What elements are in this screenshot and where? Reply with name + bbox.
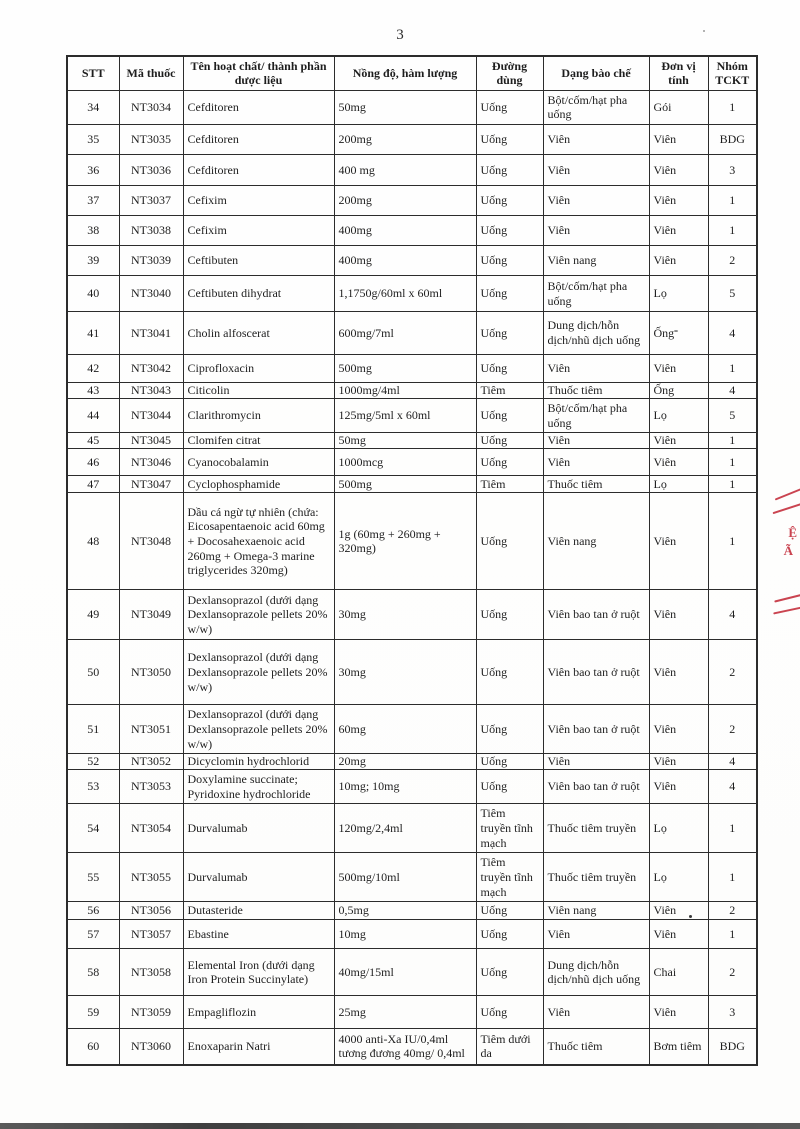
cell-ma_thuoc: NT3041 bbox=[119, 312, 183, 355]
cell-duong_dung: Uống bbox=[476, 433, 543, 449]
cell-nhom: 2 bbox=[708, 705, 757, 754]
cell-dang_bao_che: Viên nang bbox=[543, 902, 649, 920]
cell-duong_dung: Tiêm dưới da bbox=[476, 1029, 543, 1065]
cell-dang_bao_che: Thuốc tiêm truyền bbox=[543, 804, 649, 853]
cell-stt: 60 bbox=[67, 1029, 119, 1065]
cell-nhom: 1 bbox=[708, 920, 757, 949]
cell-nhom: 4 bbox=[708, 312, 757, 355]
cell-dang_bao_che: Viên bbox=[543, 216, 649, 246]
cell-don_vi: Bơm tiêm bbox=[649, 1029, 708, 1065]
cell-stt: 48 bbox=[67, 493, 119, 590]
cell-nhom: 2 bbox=[708, 246, 757, 276]
cell-stt: 50 bbox=[67, 640, 119, 705]
scanner-edge-bar bbox=[0, 1123, 800, 1129]
cell-nong_do: 30mg bbox=[334, 590, 476, 640]
cell-ten: Elemental Iron (dưới dạng Iron Protein Succinylate) bbox=[183, 949, 334, 996]
cell-nhom: 1 bbox=[708, 355, 757, 383]
cell-ten: Empagliflozin bbox=[183, 996, 334, 1029]
cell-stt: 58 bbox=[67, 949, 119, 996]
cell-stt: 43 bbox=[67, 383, 119, 399]
cell-nhom: 1 bbox=[708, 853, 757, 902]
stamp-arc-stroke bbox=[773, 502, 800, 514]
table-row bbox=[67, 770, 757, 804]
cell-ma_thuoc: NT3057 bbox=[119, 920, 183, 949]
cell-duong_dung: Uống bbox=[476, 312, 543, 355]
cell-nhom: 1 bbox=[708, 433, 757, 449]
cell-ten: Dexlansoprazol (dưới dạng Dexlansoprazole pellets 20% w/w) bbox=[183, 640, 334, 705]
cell-duong_dung: Uống bbox=[476, 186, 543, 216]
cell-nong_do: 400mg bbox=[334, 216, 476, 246]
cell-nong_do: 4000 anti-Xa IU/0,4ml tương đương 40mg/ 0,4ml bbox=[334, 1029, 476, 1065]
cell-dang_bao_che: Thuốc tiêm bbox=[543, 383, 649, 399]
cell-don_vi: Viên bbox=[649, 186, 708, 216]
cell-don_vi: Viên bbox=[649, 216, 708, 246]
cell-duong_dung: Uống bbox=[476, 246, 543, 276]
cell-ma_thuoc: NT3050 bbox=[119, 640, 183, 705]
column-header-ten: Tên hoạt chất/ thành phần dược liệu bbox=[183, 56, 334, 90]
cell-stt: 36 bbox=[67, 155, 119, 186]
cell-nhom: 3 bbox=[708, 996, 757, 1029]
cell-don_vi: Viên bbox=[649, 590, 708, 640]
cell-nhom: 4 bbox=[708, 590, 757, 640]
cell-nong_do: 25mg bbox=[334, 996, 476, 1029]
cell-nong_do: 600mg/7ml bbox=[334, 312, 476, 355]
cell-nong_do: 120mg/2,4ml bbox=[334, 804, 476, 853]
cell-duong_dung: Uống bbox=[476, 949, 543, 996]
cell-dang_bao_che: Viên bbox=[543, 186, 649, 216]
cell-don_vi: Viên bbox=[649, 920, 708, 949]
cell-don_vi: Viên bbox=[649, 125, 708, 155]
cell-duong_dung: Tiêm bbox=[476, 383, 543, 399]
cell-nhom: 1 bbox=[708, 186, 757, 216]
cell-ma_thuoc: NT3042 bbox=[119, 355, 183, 383]
cell-nong_do: 125mg/5ml x 60ml bbox=[334, 399, 476, 433]
table-body bbox=[67, 90, 757, 1064]
table-row bbox=[67, 902, 757, 920]
cell-nhom: 4 bbox=[708, 754, 757, 770]
cell-dang_bao_che: Viên bbox=[543, 449, 649, 476]
cell-dang_bao_che: Viên bbox=[543, 155, 649, 186]
table-row bbox=[67, 355, 757, 383]
table-header bbox=[67, 56, 757, 90]
table-row bbox=[67, 590, 757, 640]
cell-nhom: 5 bbox=[708, 399, 757, 433]
cell-don_vi: Lọ bbox=[649, 804, 708, 853]
table-row bbox=[67, 476, 757, 493]
cell-ma_thuoc: NT3045 bbox=[119, 433, 183, 449]
cell-ten: Cefixim bbox=[183, 186, 334, 216]
table-row bbox=[67, 1029, 757, 1065]
cell-stt: 56 bbox=[67, 902, 119, 920]
cell-dang_bao_che: Bột/cốm/hạt pha uống bbox=[543, 399, 649, 433]
cell-ten: Cefditoren bbox=[183, 90, 334, 124]
table-row bbox=[67, 216, 757, 246]
cell-ten: Enoxaparin Natri bbox=[183, 1029, 334, 1065]
cell-stt: 51 bbox=[67, 705, 119, 754]
cell-ma_thuoc: NT3037 bbox=[119, 186, 183, 216]
cell-don_vi: Viên bbox=[649, 754, 708, 770]
cell-duong_dung: Uống bbox=[476, 355, 543, 383]
cell-duong_dung: Uống bbox=[476, 770, 543, 804]
cell-dang_bao_che: Thuốc tiêm truyền bbox=[543, 853, 649, 902]
cell-duong_dung: Uống bbox=[476, 590, 543, 640]
cell-ten: Ebastine bbox=[183, 920, 334, 949]
cell-ma_thuoc: NT3059 bbox=[119, 996, 183, 1029]
cell-nong_do: 400mg bbox=[334, 246, 476, 276]
header-row bbox=[67, 56, 757, 90]
cell-nhom: 2 bbox=[708, 949, 757, 996]
cell-nong_do: 40mg/15ml bbox=[334, 949, 476, 996]
cell-ma_thuoc: NT3035 bbox=[119, 125, 183, 155]
cell-don_vi: Viên bbox=[649, 996, 708, 1029]
cell-ten: Cefditoren bbox=[183, 155, 334, 186]
table-row bbox=[67, 754, 757, 770]
cell-duong_dung: Uống bbox=[476, 754, 543, 770]
cell-nong_do: 60mg bbox=[334, 705, 476, 754]
cell-nong_do: 1,1750g/60ml x 60ml bbox=[334, 276, 476, 312]
cell-don_vi: Viên bbox=[649, 493, 708, 590]
cell-duong_dung: Uống bbox=[476, 705, 543, 754]
cell-don_vi: Lọ bbox=[649, 853, 708, 902]
cell-dang_bao_che: Thuốc tiêm bbox=[543, 476, 649, 493]
column-header-don_vi: Đơn vị tính bbox=[649, 56, 708, 90]
cell-nhom: 1 bbox=[708, 804, 757, 853]
cell-nhom: 1 bbox=[708, 493, 757, 590]
cell-nhom: 2 bbox=[708, 902, 757, 920]
cell-ma_thuoc: NT3048 bbox=[119, 493, 183, 590]
cell-ten: Cefditoren bbox=[183, 125, 334, 155]
table-row bbox=[67, 90, 757, 124]
cell-don_vi: Lọ bbox=[649, 276, 708, 312]
stamp-arc-stroke bbox=[773, 605, 800, 614]
cell-stt: 53 bbox=[67, 770, 119, 804]
table-row bbox=[67, 705, 757, 754]
cell-stt: 55 bbox=[67, 853, 119, 902]
cell-stt: 39 bbox=[67, 246, 119, 276]
cell-ten: Clarithromycin bbox=[183, 399, 334, 433]
cell-don_vi: Lọ bbox=[649, 476, 708, 493]
cell-don_vi: Viên bbox=[649, 433, 708, 449]
cell-duong_dung: Tiêm truyền tĩnh mạch bbox=[476, 853, 543, 902]
table-row bbox=[67, 949, 757, 996]
cell-ma_thuoc: NT3038 bbox=[119, 216, 183, 246]
cell-nong_do: 50mg bbox=[334, 433, 476, 449]
cell-nong_do: 400 mg bbox=[334, 155, 476, 186]
cell-nhom: 4 bbox=[708, 383, 757, 399]
scan-speck bbox=[674, 330, 678, 332]
cell-duong_dung: Tiêm truyền tĩnh mạch bbox=[476, 804, 543, 853]
cell-don_vi: Viên bbox=[649, 355, 708, 383]
cell-ten: Dicyclomin hydrochlorid bbox=[183, 754, 334, 770]
cell-dang_bao_che: Viên bbox=[543, 996, 649, 1029]
cell-stt: 57 bbox=[67, 920, 119, 949]
cell-dang_bao_che: Viên bao tan ở ruột bbox=[543, 590, 649, 640]
cell-ten: Citicolin bbox=[183, 383, 334, 399]
cell-dang_bao_che: Viên bbox=[543, 355, 649, 383]
cell-ten: Cyclophosphamide bbox=[183, 476, 334, 493]
table-row bbox=[67, 125, 757, 155]
cell-ten: Cyanocobalamin bbox=[183, 449, 334, 476]
cell-ma_thuoc: NT3039 bbox=[119, 246, 183, 276]
cell-nhom: 2 bbox=[708, 640, 757, 705]
cell-duong_dung: Uống bbox=[476, 996, 543, 1029]
cell-ma_thuoc: NT3040 bbox=[119, 276, 183, 312]
cell-nong_do: 20mg bbox=[334, 754, 476, 770]
cell-ma_thuoc: NT3058 bbox=[119, 949, 183, 996]
stamp-arc-stroke bbox=[774, 593, 800, 602]
cell-stt: 54 bbox=[67, 804, 119, 853]
cell-stt: 38 bbox=[67, 216, 119, 246]
table-row bbox=[67, 246, 757, 276]
table-row bbox=[67, 186, 757, 216]
cell-stt: 47 bbox=[67, 476, 119, 493]
cell-don_vi: Viên bbox=[649, 902, 708, 920]
cell-ma_thuoc: NT3056 bbox=[119, 902, 183, 920]
cell-nhom: 4 bbox=[708, 770, 757, 804]
cell-don_vi: Viên bbox=[649, 705, 708, 754]
cell-nong_do: 200mg bbox=[334, 186, 476, 216]
cell-ten: Ciprofloxacin bbox=[183, 355, 334, 383]
cell-dang_bao_che: Thuốc tiêm bbox=[543, 1029, 649, 1065]
cell-dang_bao_che: Viên bao tan ở ruột bbox=[543, 705, 649, 754]
cell-ma_thuoc: NT3044 bbox=[119, 399, 183, 433]
table-row bbox=[67, 399, 757, 433]
cell-stt: 44 bbox=[67, 399, 119, 433]
cell-don_vi: Viên bbox=[649, 155, 708, 186]
stamp-text-fragment: Ã bbox=[783, 543, 794, 558]
cell-don_vi: Gói bbox=[649, 90, 708, 124]
scan-speck bbox=[703, 30, 705, 32]
column-header-ma_thuoc: Mã thuốc bbox=[119, 56, 183, 90]
cell-duong_dung: Uống bbox=[476, 90, 543, 124]
cell-ten: Durvalumab bbox=[183, 853, 334, 902]
cell-dang_bao_che: Viên bao tan ở ruột bbox=[543, 640, 649, 705]
cell-duong_dung: Uống bbox=[476, 276, 543, 312]
table-row bbox=[67, 920, 757, 949]
cell-stt: 40 bbox=[67, 276, 119, 312]
drug-list-table bbox=[66, 55, 758, 1066]
cell-nong_do: 0,5mg bbox=[334, 902, 476, 920]
cell-ten: Dutasteride bbox=[183, 902, 334, 920]
scan-speck bbox=[689, 915, 692, 918]
cell-nong_do: 10mg; 10mg bbox=[334, 770, 476, 804]
cell-nong_do: 1g (60mg + 260mg + 320mg) bbox=[334, 493, 476, 590]
cell-duong_dung: Uống bbox=[476, 155, 543, 186]
cell-ten: Clomifen citrat bbox=[183, 433, 334, 449]
cell-dang_bao_che: Viên bbox=[543, 125, 649, 155]
cell-don_vi: Lọ bbox=[649, 399, 708, 433]
cell-ten: Doxylamine succinate; Pyridoxine hydrochloride bbox=[183, 770, 334, 804]
cell-nong_do: 500mg/10ml bbox=[334, 853, 476, 902]
cell-don_vi: Chai bbox=[649, 949, 708, 996]
cell-stt: 42 bbox=[67, 355, 119, 383]
cell-nong_do: 10mg bbox=[334, 920, 476, 949]
cell-ma_thuoc: NT3053 bbox=[119, 770, 183, 804]
cell-ma_thuoc: NT3047 bbox=[119, 476, 183, 493]
cell-nhom: 1 bbox=[708, 216, 757, 246]
stamp-arc-stroke bbox=[775, 487, 800, 500]
cell-don_vi: Viên bbox=[649, 449, 708, 476]
cell-nong_do: 1000mg/4ml bbox=[334, 383, 476, 399]
table-row bbox=[67, 853, 757, 902]
cell-ten: Cefixim bbox=[183, 216, 334, 246]
cell-don_vi: Viên bbox=[649, 640, 708, 705]
cell-duong_dung: Uống bbox=[476, 449, 543, 476]
column-header-duong_dung: Đường dùng bbox=[476, 56, 543, 90]
cell-stt: 34 bbox=[67, 90, 119, 124]
stamp-text-fragment: Ệ bbox=[788, 525, 798, 540]
cell-nhom: 1 bbox=[708, 476, 757, 493]
cell-ten: Ceftibuten bbox=[183, 246, 334, 276]
cell-ma_thuoc: NT3036 bbox=[119, 155, 183, 186]
cell-stt: 49 bbox=[67, 590, 119, 640]
cell-duong_dung: Uống bbox=[476, 125, 543, 155]
cell-don_vi: Viên bbox=[649, 770, 708, 804]
cell-don_vi: Viên bbox=[649, 246, 708, 276]
cell-nong_do: 50mg bbox=[334, 90, 476, 124]
table-row bbox=[67, 433, 757, 449]
cell-stt: 37 bbox=[67, 186, 119, 216]
cell-dang_bao_che: Viên bbox=[543, 433, 649, 449]
cell-duong_dung: Uống bbox=[476, 640, 543, 705]
cell-stt: 46 bbox=[67, 449, 119, 476]
cell-stt: 35 bbox=[67, 125, 119, 155]
cell-nong_do: 200mg bbox=[334, 125, 476, 155]
cell-nhom: 3 bbox=[708, 155, 757, 186]
cell-duong_dung: Uống bbox=[476, 920, 543, 949]
cell-nhom: BDG bbox=[708, 125, 757, 155]
cell-ma_thuoc: NT3052 bbox=[119, 754, 183, 770]
cell-ma_thuoc: NT3055 bbox=[119, 853, 183, 902]
table-row bbox=[67, 804, 757, 853]
cell-dang_bao_che: Dung dịch/hỗn dịch/nhũ dịch uống bbox=[543, 312, 649, 355]
cell-ten: Ceftibuten dihydrat bbox=[183, 276, 334, 312]
cell-nhom: 5 bbox=[708, 276, 757, 312]
table-row bbox=[67, 312, 757, 355]
cell-duong_dung: Uống bbox=[476, 399, 543, 433]
cell-dang_bao_che: Viên nang bbox=[543, 493, 649, 590]
table-row bbox=[67, 276, 757, 312]
cell-duong_dung: Uống bbox=[476, 216, 543, 246]
cell-dang_bao_che: Viên bao tan ở ruột bbox=[543, 770, 649, 804]
column-header-nong_do: Nồng độ, hàm lượng bbox=[334, 56, 476, 90]
cell-nong_do: 30mg bbox=[334, 640, 476, 705]
table-row bbox=[67, 640, 757, 705]
cell-ma_thuoc: NT3049 bbox=[119, 590, 183, 640]
cell-stt: 45 bbox=[67, 433, 119, 449]
cell-nong_do: 1000mcg bbox=[334, 449, 476, 476]
cell-stt: 41 bbox=[67, 312, 119, 355]
cell-nhom: BDG bbox=[708, 1029, 757, 1065]
cell-dang_bao_che: Viên bbox=[543, 754, 649, 770]
table-row bbox=[67, 155, 757, 186]
column-header-nhom: Nhóm TCKT bbox=[708, 56, 757, 90]
cell-nong_do: 500mg bbox=[334, 355, 476, 383]
cell-duong_dung: Tiêm bbox=[476, 476, 543, 493]
cell-duong_dung: Uống bbox=[476, 902, 543, 920]
cell-ma_thuoc: NT3051 bbox=[119, 705, 183, 754]
cell-ten: Durvalumab bbox=[183, 804, 334, 853]
table-row bbox=[67, 383, 757, 399]
table-row bbox=[67, 996, 757, 1029]
cell-nhom: 1 bbox=[708, 449, 757, 476]
page-number: 3 bbox=[396, 27, 404, 43]
column-header-dang_bao_che: Dạng bào chế bbox=[543, 56, 649, 90]
cell-ten: Dexlansoprazol (dưới dạng Dexlansoprazole pellets 20% w/w) bbox=[183, 705, 334, 754]
column-header-stt: STT bbox=[67, 56, 119, 90]
cell-don_vi: Ống bbox=[649, 312, 708, 355]
cell-duong_dung: Uống bbox=[476, 493, 543, 590]
cell-nhom: 1 bbox=[708, 90, 757, 124]
cell-dang_bao_che: Bột/cốm/hạt pha uống bbox=[543, 90, 649, 124]
cell-dang_bao_che: Viên nang bbox=[543, 246, 649, 276]
cell-dang_bao_che: Dung dịch/hỗn dịch/nhũ dịch uống bbox=[543, 949, 649, 996]
cell-dang_bao_che: Viên bbox=[543, 920, 649, 949]
table-row bbox=[67, 493, 757, 590]
cell-stt: 52 bbox=[67, 754, 119, 770]
cell-ma_thuoc: NT3034 bbox=[119, 90, 183, 124]
cell-ten: Dexlansoprazol (dưới dạng Dexlansoprazole pellets 20% w/w) bbox=[183, 590, 334, 640]
cell-ma_thuoc: NT3060 bbox=[119, 1029, 183, 1065]
cell-ma_thuoc: NT3046 bbox=[119, 449, 183, 476]
cell-ten: Cholin alfoscerat bbox=[183, 312, 334, 355]
table-row bbox=[67, 449, 757, 476]
cell-dang_bao_che: Bột/cốm/hạt pha uống bbox=[543, 276, 649, 312]
cell-ten: Dầu cá ngừ tự nhiên (chứa: Eicosapentaenoic acid 60mg + Docosahexaenoic acid 260mg + Omega-3 marine triglycerides 320mg) bbox=[183, 493, 334, 590]
cell-don_vi: Ống bbox=[649, 383, 708, 399]
cell-ma_thuoc: NT3043 bbox=[119, 383, 183, 399]
cell-nong_do: 500mg bbox=[334, 476, 476, 493]
cell-stt: 59 bbox=[67, 996, 119, 1029]
cell-ma_thuoc: NT3054 bbox=[119, 804, 183, 853]
